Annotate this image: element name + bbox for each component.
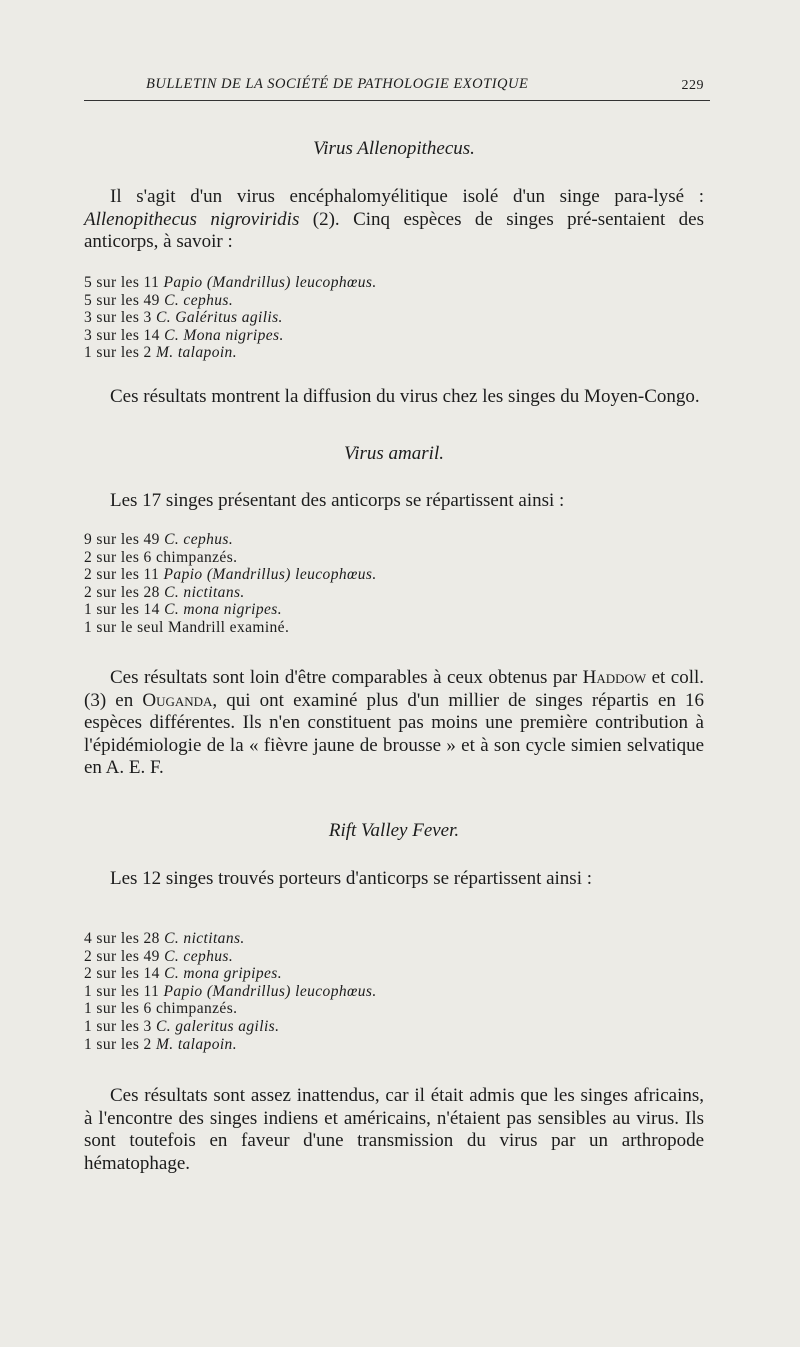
list-item: 5 sur les 49 C. cephus. [84, 291, 234, 309]
intro-paragraph-amaril: Les 17 singes présentant des anticorps se répartissent ainsi : [110, 490, 565, 511]
section-title-rift-valley: Rift Valley Fever. [328, 820, 460, 841]
section-title-allenopithecus: Virus Allenopithecus. [313, 138, 475, 159]
journal-title: BULLETIN DE LA SOCIÉTÉ DE PATHOLOGIE EXOTIQUE [146, 76, 529, 92]
list-item: 5 sur les 11 Papio (Mandrillus) leucophœus. [84, 274, 377, 291]
intro-paragraph-allenopithecus: Il s'agit d'un virus encéphalomyélitique isolé d'un singe para-lysé : Allenopithecus nigroviridis (2). Cinq espèces de singes pré-sentaient des anticorps, à savoir : [84, 186, 704, 252]
list-item: 2 sur les 11 Papio (Mandrillus) leucophœus. [84, 566, 377, 584]
list-item: 3 sur les 3 C. Galéritus agilis. [84, 309, 283, 327]
list-item: 4 sur les 28 C. nictitans. [84, 930, 245, 947]
list-item: 2 sur les 28 C. nictitans. [84, 583, 245, 601]
conclusion-rift-valley: Ces résultats sont assez inattendus, car il était admis que les singes africains, à l'encontre des singes indiens et américains, n'étaient pas sensibles au virus. Ils sont toutefois en faveur d'une transmission du virus par un arthropode hématophage. [84, 1085, 704, 1174]
list-item: 1 sur les 6 chimpanzés. [84, 1000, 238, 1018]
section-title-amaril: Virus amaril. [344, 443, 444, 464]
antibody-list-rift-valley [84, 930, 704, 1053]
list-item: 1 sur les 2 M. talapoin. [84, 1035, 237, 1053]
species-name: Allenopithecus nigroviridis [84, 208, 300, 230]
list-item: 9 sur les 49 C. cephus. [84, 531, 234, 548]
page-number: 229 [681, 78, 704, 93]
antibody-list-amaril [84, 531, 704, 637]
conclusion-amaril: Ces résultats sont loin d'être comparables à ceux obtenus par Haddow et coll. (3) en Ouganda, qui ont examiné plus d'un millier de singes répartis en 16 espèces différentes. Ils n'en constituent pas moins une première contribution à l'épidémiologie de la « fièvre jaune de brousse » et à son cycle simien selvatique en A. E. F. [84, 667, 705, 778]
list-item: 1 sur les 3 C. galeritus agilis. [84, 1017, 280, 1035]
intro-paragraph-rift-valley: Les 12 singes trouvés porteurs d'anticorps se répartissent ainsi : [110, 868, 593, 889]
list-item: 2 sur les 6 chimpanzés. [84, 548, 238, 566]
list-item: 2 sur les 49 C. cephus. [84, 947, 234, 965]
antibody-list-allenopithecus [84, 274, 704, 362]
list-item: 3 sur les 14 C. Mona nigripes. [84, 326, 284, 344]
list-item: 1 sur le seul Mandrill examiné. [84, 618, 290, 636]
author-name: Haddow [582, 667, 647, 688]
conclusion-allenopithecus: Ces résultats montrent la diffusion du virus chez les singes du Moyen-Congo. [110, 386, 700, 407]
list-item: 1 sur les 11 Papio (Mandrillus) leucophœus. [84, 982, 377, 1000]
list-item: 2 sur les 14 C. mona gripipes. [84, 965, 283, 983]
header-rule [84, 100, 710, 101]
list-item: 1 sur les 2 M. talapoin. [84, 344, 237, 362]
list-item: 1 sur les 14 C. mona nigripes. [84, 601, 283, 619]
place-name: Ouganda [142, 689, 213, 711]
